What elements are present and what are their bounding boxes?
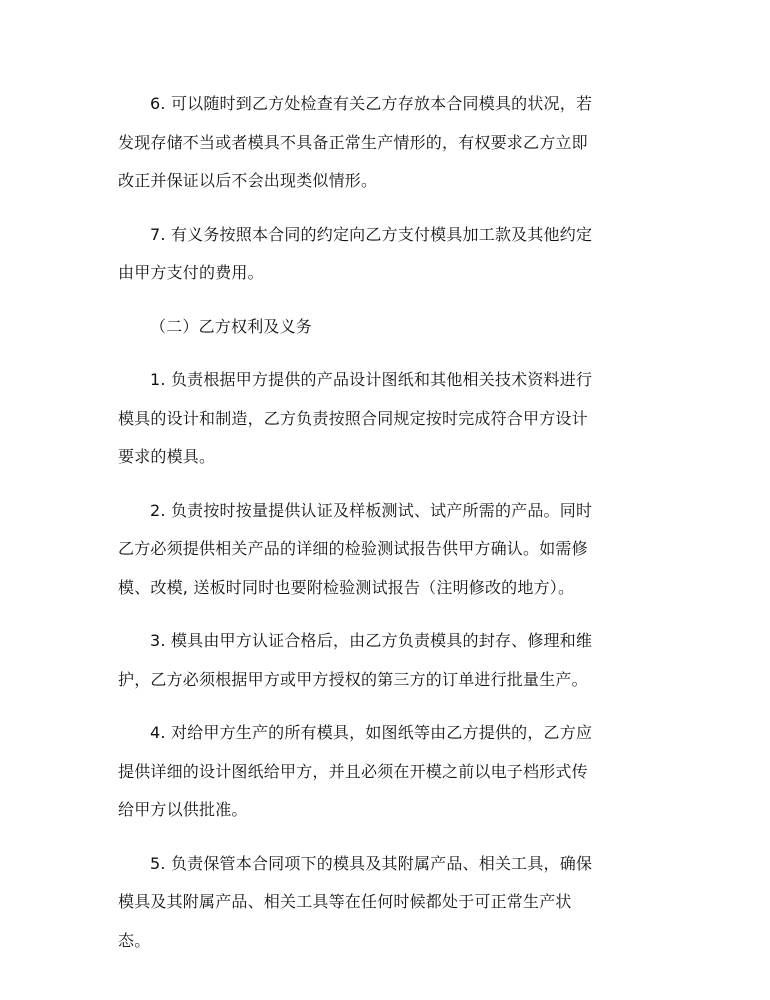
- paragraph-line: 改正并保证以后不会出现类似情形。: [118, 171, 378, 190]
- section-heading: [118, 308, 648, 347]
- paragraph-7: [118, 216, 648, 293]
- paragraph-line: 模具及其附属产品、相关工具等在任何时候都处于可正常生产状: [118, 892, 572, 911]
- paragraph-line: 态。: [118, 930, 151, 950]
- paragraph-line: 7. 有义务按照本合同的约定向乙方支付模具加工款及其他约定: [150, 224, 593, 244]
- paragraph-line: 5. 负责保管本合同项下的模具及其附属产品、相关工具，确保: [150, 853, 593, 873]
- paragraph-line: 2. 负责按时按量提供认证及样板测试、试产所需的产品。同时: [150, 500, 593, 520]
- paragraph-2: [118, 492, 648, 608]
- paragraph-line: 提供详细的设计图纸给甲方，并且必须在开模之前以电子档形式传: [118, 761, 588, 781]
- paragraph-line: 1. 负责根据甲方提供的产品设计图纸和其他相关技术资料进行: [150, 370, 593, 389]
- paragraph-line: 乙方必须提供相关产品的详细的检验测试报告供甲方确认。如需修: [118, 539, 588, 558]
- paragraph-line: 给甲方以供批准。: [118, 800, 248, 819]
- paragraph-line: 4. 对给甲方生产的所有模具，如图纸等由乙方提供的，乙方应: [150, 723, 593, 742]
- section-heading-text: （二）乙方权利及义务: [150, 316, 313, 336]
- paragraph-line: 护，乙方必须根据甲方或甲方授权的第三方的订单进行批量生产。: [118, 669, 588, 689]
- paragraph-line: 模具的设计和制造，乙方负责按照合同规定按时完成符合甲方设计: [118, 408, 588, 428]
- paragraph-line: 模、改模, 送板时同时也要附检验测试报告（注明修改的地方）。: [118, 577, 575, 597]
- paragraph-1: [118, 361, 648, 477]
- paragraph-6: [118, 85, 648, 201]
- paragraph-3: [118, 622, 648, 699]
- paragraph-line: 要求的模具。: [118, 447, 216, 466]
- paragraph-line: 由甲方支付的费用。: [118, 263, 264, 282]
- paragraph-line: 发现存储不当或者模具不具备正常生产情形的，有权要求乙方立即: [118, 132, 588, 152]
- paragraph-line: 3. 模具由甲方认证合格后，由乙方负责模具的封存、修理和维: [150, 631, 593, 650]
- paragraph-5: [118, 845, 648, 961]
- document-body: [118, 85, 648, 960]
- paragraph-4: [118, 714, 648, 830]
- paragraph-line: 6. 可以随时到乙方处检查有关乙方存放本合同模具的状况，若: [150, 94, 593, 113]
